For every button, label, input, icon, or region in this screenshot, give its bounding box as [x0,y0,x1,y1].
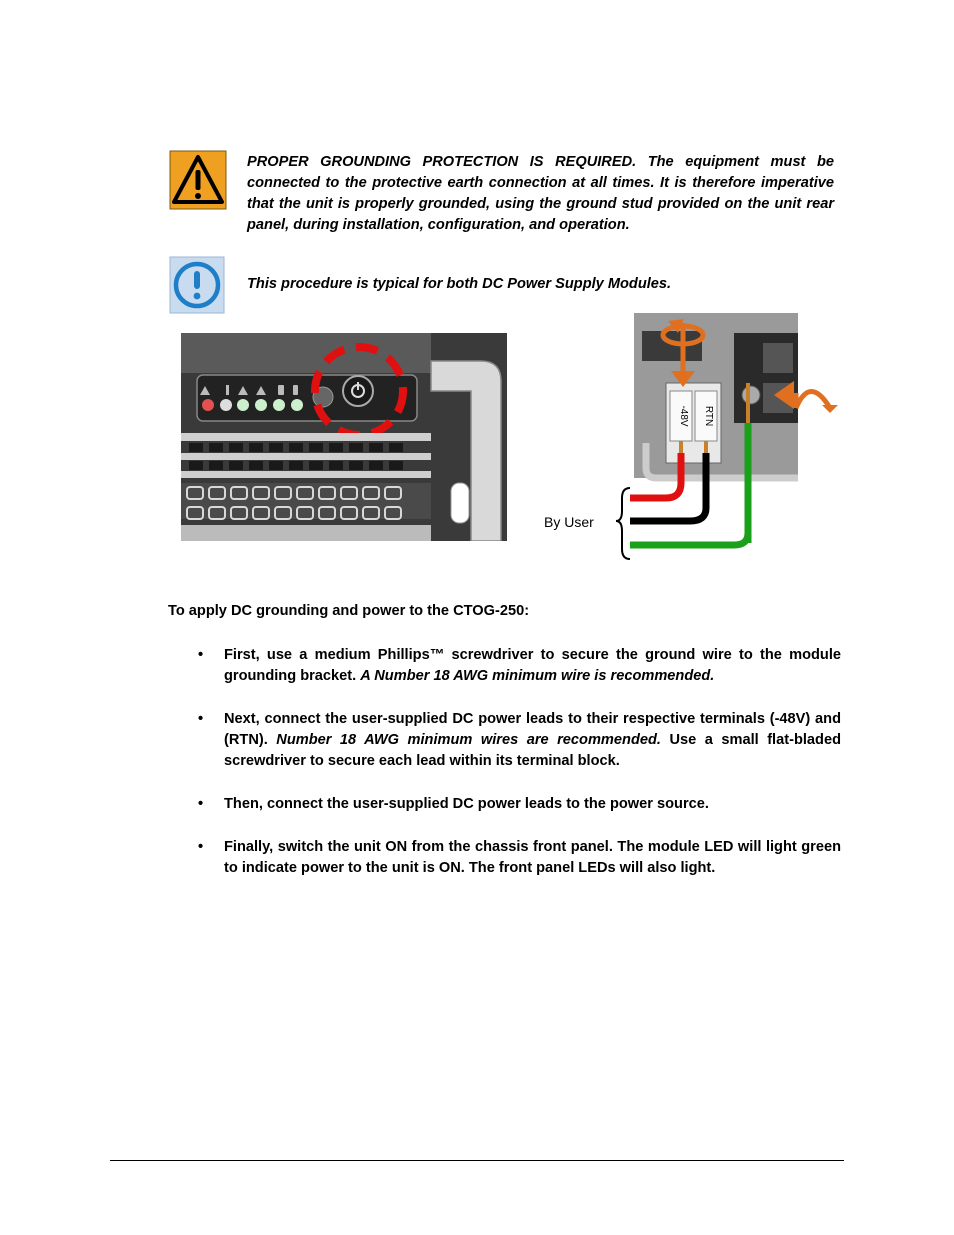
footer-divider [110,1160,844,1161]
warning-text: PROPER GROUNDING PROTECTION IS REQUIRED. The equipment must be connected to the protective earth connection at all times. It is therefore imperative that the unit is properly grounded, using the ground stud provided on the unit rear panel, during installation, configuration, and operation. [247,154,834,233]
bullet-icon: • [198,796,204,812]
bullet-icon: • [198,647,204,663]
warning-notice [169,150,834,233]
bullet-icon: • [198,839,204,855]
bullet-icon: • [198,711,204,727]
list-item: • First, use a medium Phillips™ screwdriver to secure the ground wire to the module grounding bracket. A Number 18 AWG minimum wire is recommended. [198,647,841,684]
list-item: • Then, connect the user-supplied DC power leads to the power source. [168,794,841,815]
by-user-label: By User [544,514,594,530]
terminal-neg-label: -48V [678,405,689,427]
note-text: This procedure is typical for both DC Power Supply Modules. [247,276,672,292]
dc-terminal-figure [538,313,840,563]
front-panel-figure [181,333,507,541]
warning-triangle-icon [169,150,224,208]
exclamation-circle-icon [169,256,224,314]
list-item: • Finally, switch the unit ON from the chassis front panel. The module LED will light green to indicate power to the unit is ON. The front panel LEDs will also light. [198,839,841,876]
terminal-rtn-label: RTN [703,405,714,427]
list-item: • Next, connect the user-supplied DC power leads to their respective terminals (-48V) and (RTN). Number 18 AWG minimum wires are recommended. Use a small flat-bladed screwdriver to secure each lead within its terminal block. [198,711,841,769]
procedure-intro: To apply DC grounding and power to the CTOG-250: [168,603,530,619]
procedure-steps [168,645,841,901]
note-notice [169,256,672,314]
